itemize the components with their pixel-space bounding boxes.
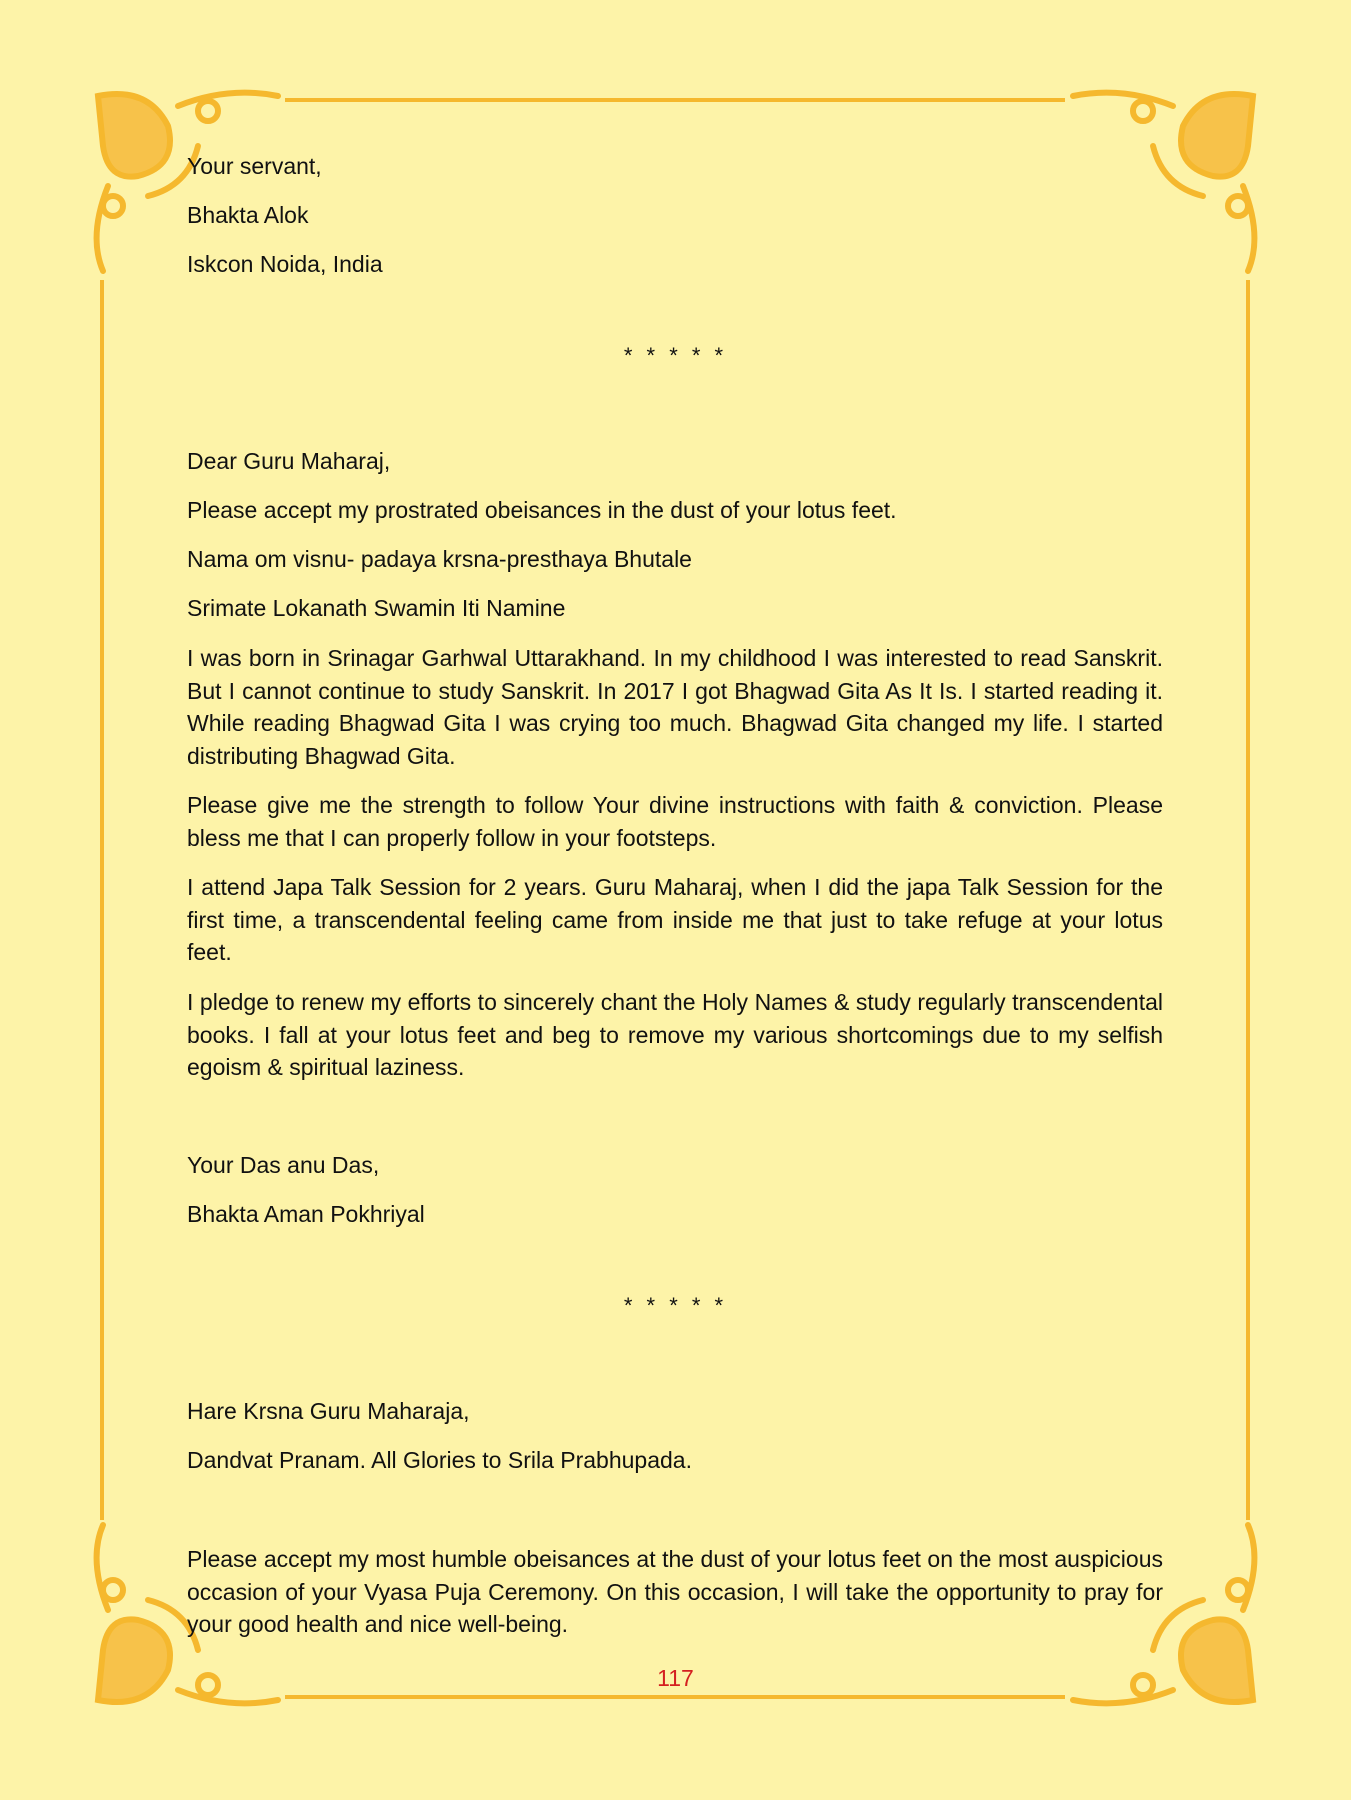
- signoff-line: Bhakta Alok: [187, 202, 309, 228]
- text-line: Nama om visnu- padaya krsna-presthaya Bhutale: [187, 546, 692, 572]
- text-line: Dandvat Pranam. All Glories to Srila Prabhupada.: [187, 1447, 692, 1473]
- signoff-line: Your servant,: [187, 153, 322, 179]
- border-right: [1246, 280, 1250, 1520]
- separator: * * * * *: [623, 343, 728, 368]
- signature: Bhakta Aman Pokhriyal: [187, 1201, 425, 1227]
- separator: * * * * *: [623, 1293, 728, 1318]
- closing: Your Das anu Das,: [187, 1152, 380, 1178]
- paragraph: I attend Japa Talk Session for 2 years. Guru Maharaj, when I did the japa Talk Session for the first time, a transcendental feeling came from inside me that just to take refuge at your lotus feet.: [187, 874, 1163, 966]
- page-number: 117: [657, 1665, 694, 1691]
- greeting: Dear Guru Maharaj,: [187, 448, 391, 474]
- text-line: Srimate Lokanath Swamin Iti Namine: [187, 595, 566, 621]
- text-line: Please accept my prostrated obeisances in the dust of your lotus feet.: [187, 497, 897, 523]
- border-left: [100, 280, 104, 1520]
- paragraph: Please accept my most humble obeisances at the dust of your lotus feet on the most auspicious occasion of your Vyasa Puja Ceremony. On this occasion, I will take the opportunity to pray for your good health and nice well-being.: [187, 1546, 1163, 1638]
- border-bottom: [285, 1695, 1065, 1699]
- paragraph: I was born in Srinagar Garhwal Uttarakhand. In my childhood I was interested to read Sanskrit. But I cannot continue to study Sanskrit. In 2017 I got Bhagwad Gita As It Is. I started reading it. While reading Bhagwad Gita I was crying too much. Bhagwad Gita changed my life. I started distributing Bhagwad Gita.: [187, 645, 1163, 770]
- signoff-line: Iskcon Noida, India: [187, 251, 383, 277]
- border-top: [285, 98, 1065, 102]
- paragraph: Please give me the strength to follow Your divine instructions with faith & conviction. Please bless me that I can properly follow in your footsteps.: [187, 792, 1163, 851]
- paragraph: I pledge to renew my efforts to sincerely chant the Holy Names & study regularly transcendental books. I fall at your lotus feet and beg to remove my various shortcomings due to my selfish egoism & spiritual laziness.: [187, 989, 1163, 1081]
- greeting: Hare Krsna Guru Maharaja,: [187, 1398, 470, 1424]
